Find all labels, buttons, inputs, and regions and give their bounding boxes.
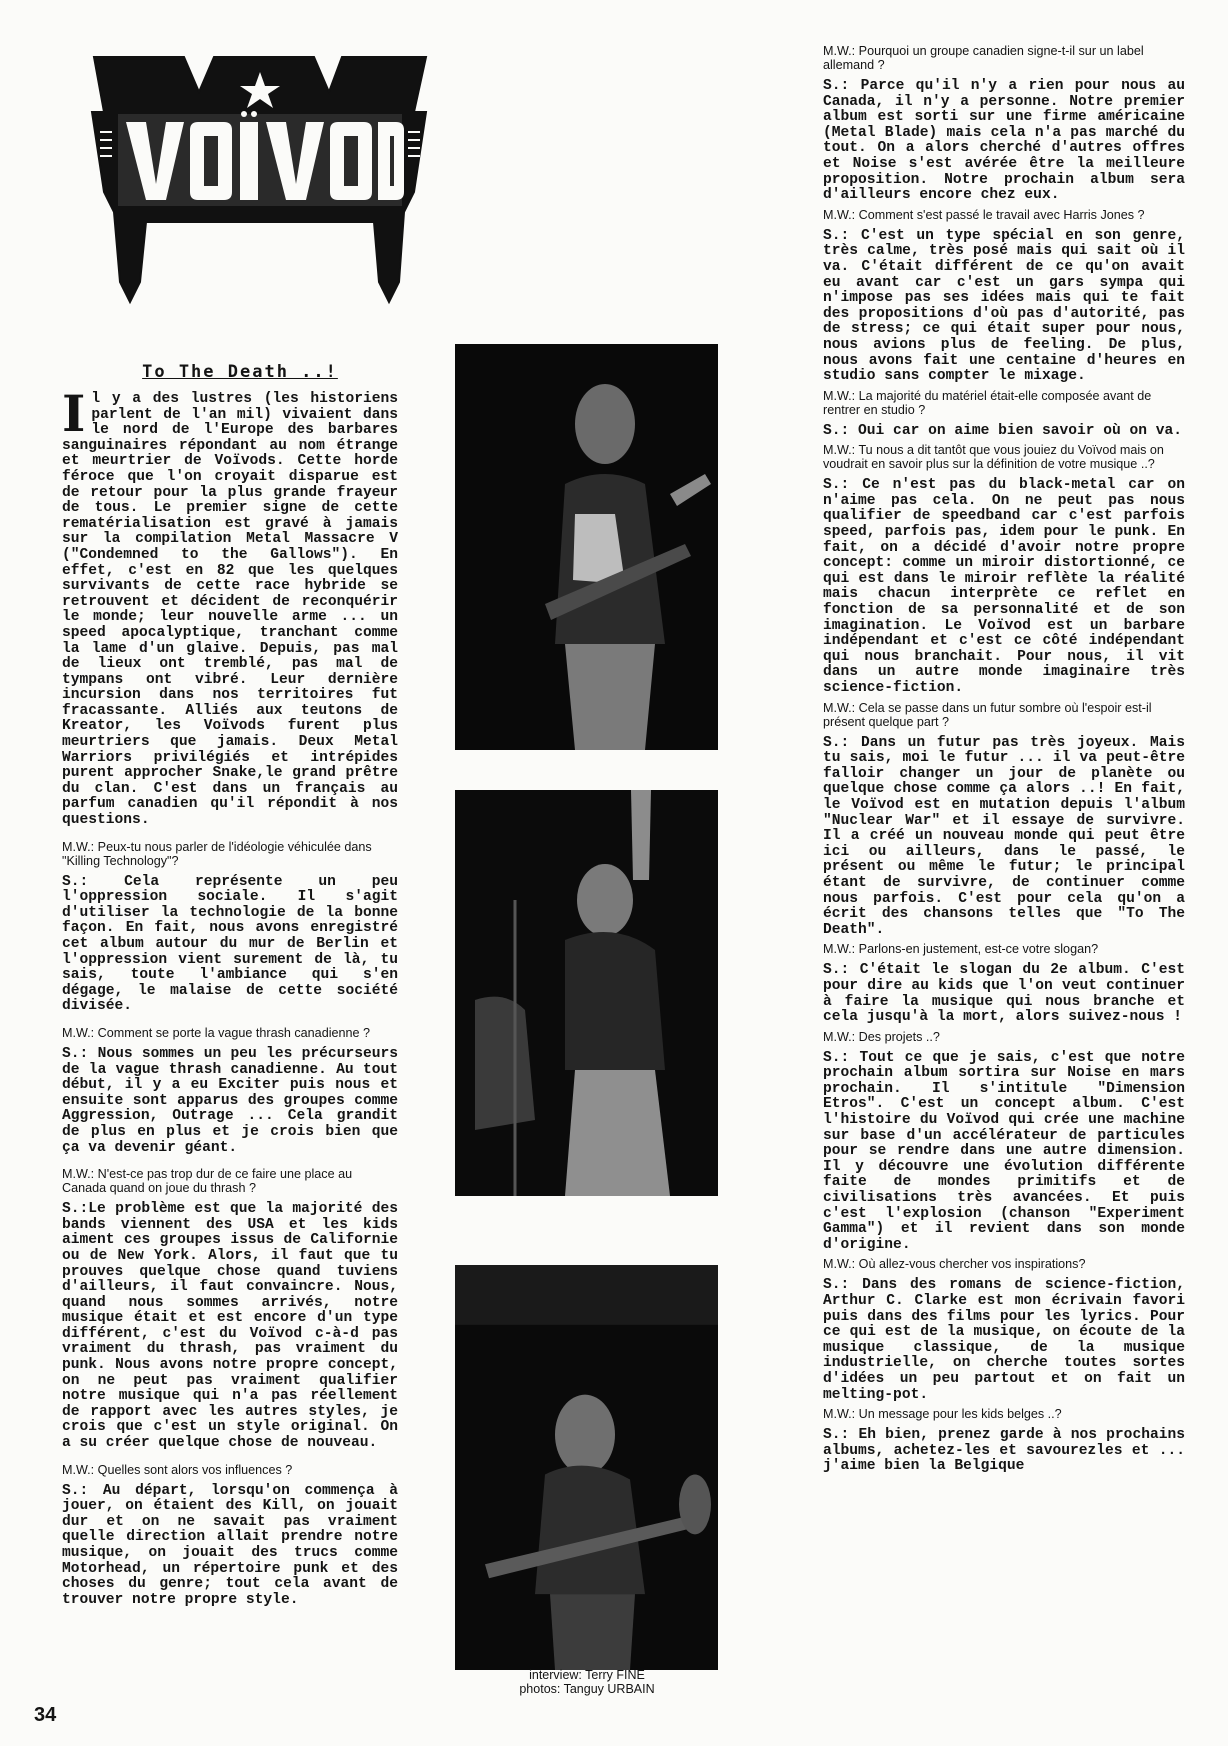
concert-photo-singer: [455, 790, 718, 1196]
qa-block: [62, 1026, 398, 1156]
answer: S.: C'est un type spécial en son genre, très calme, très posé mais qui sait où il va. C'était différent de ce qu'on avait eu avant car c'est un gars sympa qui n'impose pas ses idées mais qui te fait des propositions d'où pas d'autorité, pas de stress; ce qui était super pour nous, nous avions plus de feeling. De plus, nous avons fait une centaine d'heures en studio sans compter le mixage.: [823, 227, 1185, 385]
qa-block: [823, 443, 1185, 696]
question: M.W.: Pourquoi un groupe canadien signe-t-il sur un label allemand ?: [823, 44, 1144, 72]
question: M.W.: Quelles sont alors vos influences ?: [62, 1462, 293, 1477]
qa-block: [823, 389, 1185, 440]
qa-block: [823, 44, 1185, 204]
question: M.W.: Tu nous a dit tantôt que vous jouiez du Voïvod mais on voudrait en savoir plus sur la définition de votre musique ..?: [823, 443, 1164, 472]
question: M.W.: Parlons-en justement, est-ce votre slogan?: [823, 942, 1099, 957]
qa-block: [823, 208, 1185, 385]
answer: S.: Nous sommes un peu les précurseurs de la vague thrash canadienne. Au tout début, il y a eu Exciter puis nous et ensuite sont apparus des groupes comme Aggression, Outrage ... Cela grandit de plus en plus et je crois bien que ça va devenir géant.: [62, 1045, 398, 1156]
question: M.W.: Cela se passe dans un futur sombre où l'espoir est-il présent quelque part ?: [823, 700, 1152, 729]
left-column: [62, 384, 398, 1612]
answer: S.: C'était le slogan du 2e album. C'est pour dire au kids que l'on veut continuer à faire la musique qui nous branche et cela jusqu'à la mort, alors suivez-nous !: [823, 962, 1185, 1026]
page-number: 34: [34, 1704, 57, 1726]
answer: S.: Cela représente un peu l'oppression sociale. Il s'agit d'utiliser la technologie de la bonne façon. En fait, nous avons enregistré cet album autour du mur de Berlin et l'oppression vient surement de là, tu sais, toute l'ambiance qui s'en dégage, le malaise de cette société divisée.: [62, 873, 398, 1015]
qa-block: [823, 1407, 1185, 1475]
answer: S.:Le problème est que la majorité des bands viennent des USA et les kids aiment ces groupes issus de Californie ou de New York. Alors, il faut que tu prouves quelque chose quand tuviens d'ailleurs, il faut convaincre. Nous, quand nous sommes arrivés, notre musique était et est encore d'un type différent, c'est du Voïvod c-à-d pas vraiment du thrash, pas vraiment du punk. Nous avons notre propre concept, on ne peut pas vraiment qualifier notre musique qui n'a pas réellement de rapport avec les autres styles, je crois que c'est un style original. On a su créer quelque chose de nouveau.: [62, 1201, 398, 1452]
answer: S.: Dans des romans de science-fiction, Arthur C. Clarke est mon écrivain favori puis dans des films pour les lyrics. Pour ce qui est de la musique, on écoute de la musique classique, de la musique industrielle, on cherche toutes sortes d'idées un peu partout et on fait un melting-pot.: [823, 1277, 1185, 1403]
question: M.W.: N'est-ce pas trop dur de ce faire une place au Canada quand on joue du thrash ?: [62, 1167, 353, 1196]
concert-photo-bassist: [455, 1265, 718, 1670]
question: M.W.: Où allez-vous chercher vos inspirations?: [823, 1257, 1086, 1272]
dropcap: I: [62, 384, 86, 443]
photo-credits: [512, 1668, 662, 1696]
qa-block: [823, 1257, 1185, 1403]
article-title: To The Death ..!: [142, 362, 338, 382]
question: M.W.: Comment se porte la vague thrash canadienne ?: [62, 1025, 371, 1040]
concert-photo-guitarist: [455, 344, 718, 750]
intro-text: l y a des lustres (les historiens parlent de l'an mil) vivaient dans le nord de l'Europe des barbares sanguinaires répondant au nom étrange et meurtrier de Voïvods. Cette horde féroce que l'on croyait disparue est de retour pour la plus grande frayeur de tous. Le premier signe de cette rematérialisation est gravé à jamais sur la compilation Metal Massacre V ("Condemned to the Gallows"). En effet, c'est en 82 que les quelques survivants de cette race hybride se retrouvent et décident de reconquérir le monde; leur nouvelle arme ... un speed apocalyptique, tranchant comme la lame d'un glaive. Depuis, pas mal de lieux ont tremblé, pas mal de tympans ont vibré. Leur dernière incursion dans nos territoires fut fracassante. Alliés aux teutons de Kreator, les Voïvods furent plus meurtriers que jamais. Deux Metal Warriors privilégiés et intrépides purent approcher Snake,le grand prêtre du clan. C'est dans un français au parfum canadien qu'il répondit à nos questions.: [62, 391, 398, 829]
interview-credit: interview: Terry FINE: [529, 1668, 645, 1682]
answer: S.: Au départ, lorsqu'on commença à jouer, on étaient des Kill, on jouait dur et on ne savait pas vraiment quelle direction allait prendre notre musique, on jouait des trucs comme Motorhead, un répertoire punk et des choses du genre; tout cela avant de trouver notre propre style.: [62, 1482, 398, 1608]
qa-block: [823, 942, 1185, 1025]
answer: S.: Eh bien, prenez garde à nos prochains albums, achetez-les et savourezles et ... j'aime bien la Belgique: [823, 1427, 1185, 1475]
question: M.W.: Des projets ..?: [823, 1029, 940, 1044]
question: M.W.: La majorité du matériel était-elle composée avant de rentrer en studio ?: [823, 388, 1152, 417]
qa-block: [823, 701, 1185, 939]
answer: S.: Parce qu'il n'y a rien pour nous au Canada, il n'y a personne. Notre premier album est sorti sur une firme américaine (Metal Blade) mais cela n'a pas marché du tout. On a alors cherché d'autres offres et Noise s'est avérée être la meilleure proposition. Notre prochain album sera d'ailleurs encore chez eux.: [823, 78, 1185, 204]
answer: S.: Tout ce que je sais, c'est que notre prochain album sortira sur Noise en mars prochain. Il s'intitule "Dimension Etros". C'est un concept album. C'est l'histoire du Voïvod qui crée une machine sur base d'un accélérateur de particules pour se rendre dans une autre dimension. Il y découvre une évolution différente faite de mondes primitifs et de civilisations très avancées. Et puis c'est l'explosion (chanson "Experiment Gamma") et il revient dans son monde d'origine.: [823, 1049, 1185, 1253]
answer: S.: Ce n'est pas du black-metal car on n'aime pas cela. On ne peut pas nous qualifier de speedband car c'est parfois speed, parfois pas, idem pour le punk. En fait, on a décidé d'avoir notre propre concept: comme un miroir distortionné, ce qui est dans le miroir reflète la réalité mais chacun interprète ce reflet en fonction de sa personnalité et de son imagination. Le Voïvod est un barbare indépendant et c'est ce côté indépendant qui nous branchait. Pour nous, il vit dans un autre monde imaginaire très science-fiction.: [823, 477, 1185, 696]
answer: S.: Dans un futur pas très joyeux. Mais tu sais, moi le futur ... il va peut-être falloir changer un jour de planète ou quelque chose comme ça alors ..! En fait, le Voïvod est en mutation depuis l'album "Nuclear War" et il essaye de survivre. Il a créé un nouveau monde qui peut être ici ou ailleurs, dans le passé, le présent ou même le futur; le principal étant de survivre, de continuer comme nous parfois. C'est pour cela qu'on a écrit des chansons telles que "To The Death".: [823, 734, 1185, 938]
qa-block: [62, 840, 398, 1015]
qa-block: [823, 1030, 1185, 1254]
qa-block: [62, 1167, 398, 1452]
question: M.W.: Peux-tu nous parler de l'idéologie véhiculée dans "Killing Technology"?: [62, 839, 372, 868]
qa-block: [62, 1463, 398, 1609]
voivod-logo: [74, 52, 446, 312]
question: M.W.: Comment s'est passé le travail avec Harris Jones ?: [823, 207, 1145, 222]
answer: S.: Oui car on aime bien savoir où on va.: [823, 422, 1183, 439]
question: M.W.: Un message pour les kids belges ..?: [823, 1407, 1062, 1422]
intro-paragraph: [62, 384, 398, 829]
photo-credit: photos: Tanguy URBAIN: [519, 1682, 655, 1696]
right-column: [823, 44, 1185, 1479]
